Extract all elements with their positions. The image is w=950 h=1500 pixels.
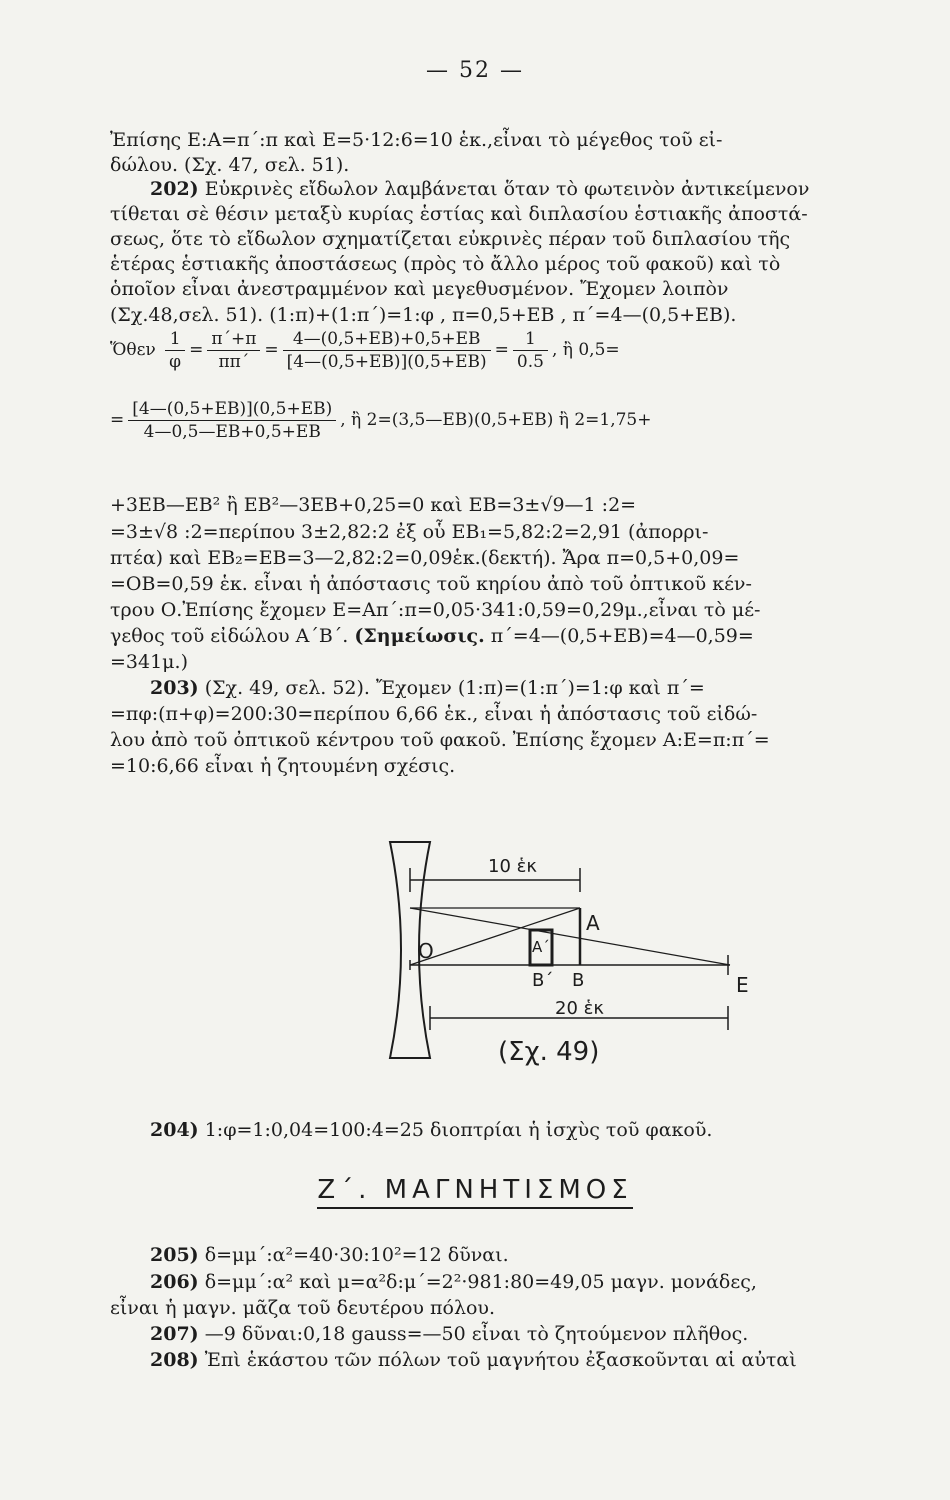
- fraction: [165, 328, 185, 373]
- text-line: Ἐπίσης Ε:Α=π΄:π καὶ Ε=5·12:6=10 ἑκ.,εἶναι τὸ μέγεθος τοῦ εἰ-: [110, 129, 723, 151]
- text-line: =πφ:(π+φ)=200:30=περίπου 6,66 ἑκ., εἶναι ἡ ἀπόστασις τοῦ εἰδώ-: [110, 703, 758, 725]
- text-span: γεθος τοῦ εἰδώλου Α΄Β΄.: [110, 625, 349, 647]
- label-B: B: [572, 970, 585, 991]
- problem-202: [150, 177, 809, 201]
- problem-number: 207): [150, 1323, 199, 1345]
- fraction: [207, 328, 260, 373]
- figure-caption: (Σχ. 49): [498, 1037, 600, 1067]
- numerator: 1: [513, 328, 548, 351]
- denominator: φ: [169, 352, 182, 372]
- problem-208: [150, 1348, 797, 1372]
- problem-number: 206): [150, 1271, 199, 1293]
- page-number: — 52 —: [426, 58, 524, 83]
- numerator: 1: [165, 328, 185, 351]
- section-heading-text: Ζ΄. ΜΑΓΝΗΤΙΣΜΟΣ: [317, 1175, 632, 1209]
- text-line: εἶναι ἡ μαγν. μᾶζα τοῦ δευτέρου πόλου.: [110, 1297, 496, 1319]
- text-line: 1:φ=1:0,04=100:4=25 διοπτρίαι ἡ ἰσχὺς τοῦ φακοῦ.: [204, 1119, 713, 1141]
- dim-label-bottom: 20 ἑκ: [555, 998, 604, 1019]
- problem-207: [150, 1322, 748, 1346]
- text-line: +3ΕΒ—ΕΒ² ἢ ΕΒ²—3ΕΒ+0,25=0 καὶ ΕΒ=3±√9—1 :2=: [110, 494, 637, 516]
- fraction: [283, 328, 491, 373]
- problem-number: 202): [150, 178, 199, 200]
- label-O: O: [418, 939, 434, 963]
- text-line-note: [110, 624, 754, 648]
- text-line: —9 δῦναι:0,18 gauss=—50 εἶναι τὸ ζητούμενον πλῆθος.: [204, 1323, 749, 1345]
- text-line: ὁποῖον εἶναι ἀνεστραμμένον καὶ μεγεθυσμένον. Ἔχομεν λοιπὸν: [110, 278, 729, 300]
- dim-label-top: 10 ἑκ: [488, 856, 537, 877]
- text-line: λου ἀπὸ τοῦ ὀπτικοῦ κέντρου τοῦ φακοῦ. Ἐπίσης ἔχομεν Α:Ε=π:π΄=: [110, 729, 770, 751]
- lens-diagram: [350, 820, 770, 1090]
- text-line: (Σχ. 49, σελ. 52). Ἔχομεν (1:π)=(1:π΄)=1:φ καὶ π΄=: [204, 677, 705, 699]
- text-line: =10:6,66 εἶναι ἡ ζητουμένη σχέσις.: [110, 755, 456, 777]
- problem-number: 205): [150, 1244, 199, 1266]
- ray: [410, 908, 580, 965]
- text-line: (Σχ.48,σελ. 51). (1:π)+(1:π΄)=1:φ , π=0,5+ΕΒ , π΄=4—(0,5+ΕΒ).: [110, 304, 737, 326]
- text-line: τίθεται σὲ θέσιν μεταξὺ κυρίας ἑστίας καὶ διπλασίου ἑστιακῆς ἀποστά-: [110, 203, 808, 225]
- equation-1: Ὅθεν $\frac{1}{\varphi}$ = $\frac{\pi΄+\pi}{\pi\pi΄}$ = $\frac{4—(0,5+EB)+0,5+EB}{[4—(0,5+EB)](0,5+EB)}$ = $\frac{1}{0.5}$ , ἢ 0,5=: [110, 329, 620, 372]
- equation-tail: , ἢ 0,5=: [551, 340, 620, 360]
- text-line: ἑτέρας ἑστιακῆς ἀποστάσεως (πρὸς τὸ ἄλλο μέρος τοῦ φακοῦ) καὶ τὸ: [110, 253, 781, 275]
- fraction: [128, 398, 336, 443]
- equation-tail: , ἢ 2=(3,5—ΕΒ)(0,5+ΕΒ) ἢ 2=1,75+: [340, 410, 652, 430]
- text-line: =ΟΒ=0,59 ἑκ. εἶναι ἡ ἀπόστασις τοῦ κηρίου ἀπὸ τοῦ ὀπτικοῦ κέν-: [110, 573, 752, 595]
- text-line: τρου Ο.Ἐπίσης ἔχομεν Ε=Απ΄:π=0,05·341:0,59=0,29μ.,εἶναι τὸ μέ-: [110, 599, 761, 621]
- denominator: ππ΄: [218, 352, 250, 372]
- equation-2: = $\frac{[4—(0,5+EB)](0,5+EB)}{4—0,5—EB+0,5+EB}$ , ἢ 2=(3,5—ΕΒ)(0,5+ΕΒ) ἢ 2=1,75+: [110, 399, 652, 442]
- text-line: Εὐκρινὲς εἴδωλον λαμβάνεται ὅταν τὸ φωτεινὸν ἀντικείμενον: [204, 178, 810, 200]
- text-line: Ἐπὶ ἑκάστου τῶν πόλων τοῦ μαγνήτου ἐξασκοῦνται αἱ αὐταὶ: [204, 1349, 797, 1371]
- problem-206: [150, 1270, 757, 1294]
- problem-204: [150, 1118, 712, 1142]
- numerator: π΄+π: [207, 328, 260, 351]
- text-line: δ=μμ΄:α²=40·30:10²=12 δῦναι.: [204, 1244, 509, 1266]
- problem-205: [150, 1243, 509, 1267]
- problem-203: [150, 676, 705, 700]
- problem-number: 204): [150, 1119, 199, 1141]
- label-B-prime: B΄: [532, 970, 554, 991]
- problem-number: 203): [150, 677, 199, 699]
- label-A-prime: A΄: [532, 938, 550, 956]
- label-E: E: [736, 973, 749, 997]
- label-A: A: [586, 911, 600, 935]
- text-span: π΄=4—(0,5+ΕΒ)=4—0,59=: [490, 625, 754, 647]
- denominator: 4—0,5—ΕΒ+0,5+ΕΒ: [143, 422, 321, 442]
- section-heading: [0, 1175, 950, 1205]
- denominator: [4—(0,5+ΕΒ)](0,5+ΕΒ): [286, 352, 487, 372]
- text-line: πτέα) καὶ ΕΒ₂=ΕΒ=3—2,82:2=0,09ἑκ.(δεκτή). Ἄρα π=0,5+0,09=: [110, 547, 740, 569]
- problem-number: 208): [150, 1349, 199, 1371]
- numerator: 4—(0,5+ΕΒ)+0,5+ΕΒ: [283, 328, 491, 351]
- text-line: =341μ.): [110, 651, 188, 673]
- numerator: [4—(0,5+ΕΒ)](0,5+ΕΒ): [128, 398, 336, 421]
- text-line: =3±√8 :2=περίπου 3±2,82:2 ἐξ οὗ ΕΒ₁=5,82:2=2,91 (ἀπορρι-: [110, 521, 709, 543]
- text-line: δώλου. (Σχ. 47, σελ. 51).: [110, 154, 350, 176]
- equation-lead: Ὅθεν: [110, 340, 156, 360]
- text-line: δ=μμ΄:α² καὶ μ=α²δ:μ΄=2²·981:80=49,05 μαγν. μονάδες,: [204, 1271, 757, 1293]
- denominator: 0.5: [516, 352, 544, 372]
- fraction: [513, 328, 548, 373]
- ray: [410, 908, 730, 965]
- note-label: (Σημείωσις.: [354, 625, 485, 647]
- text-line: σεως, ὅτε τὸ εἴδωλον σχηματίζεται εὐκρινὲς πέραν τοῦ διπλασίου τῆς: [110, 228, 791, 250]
